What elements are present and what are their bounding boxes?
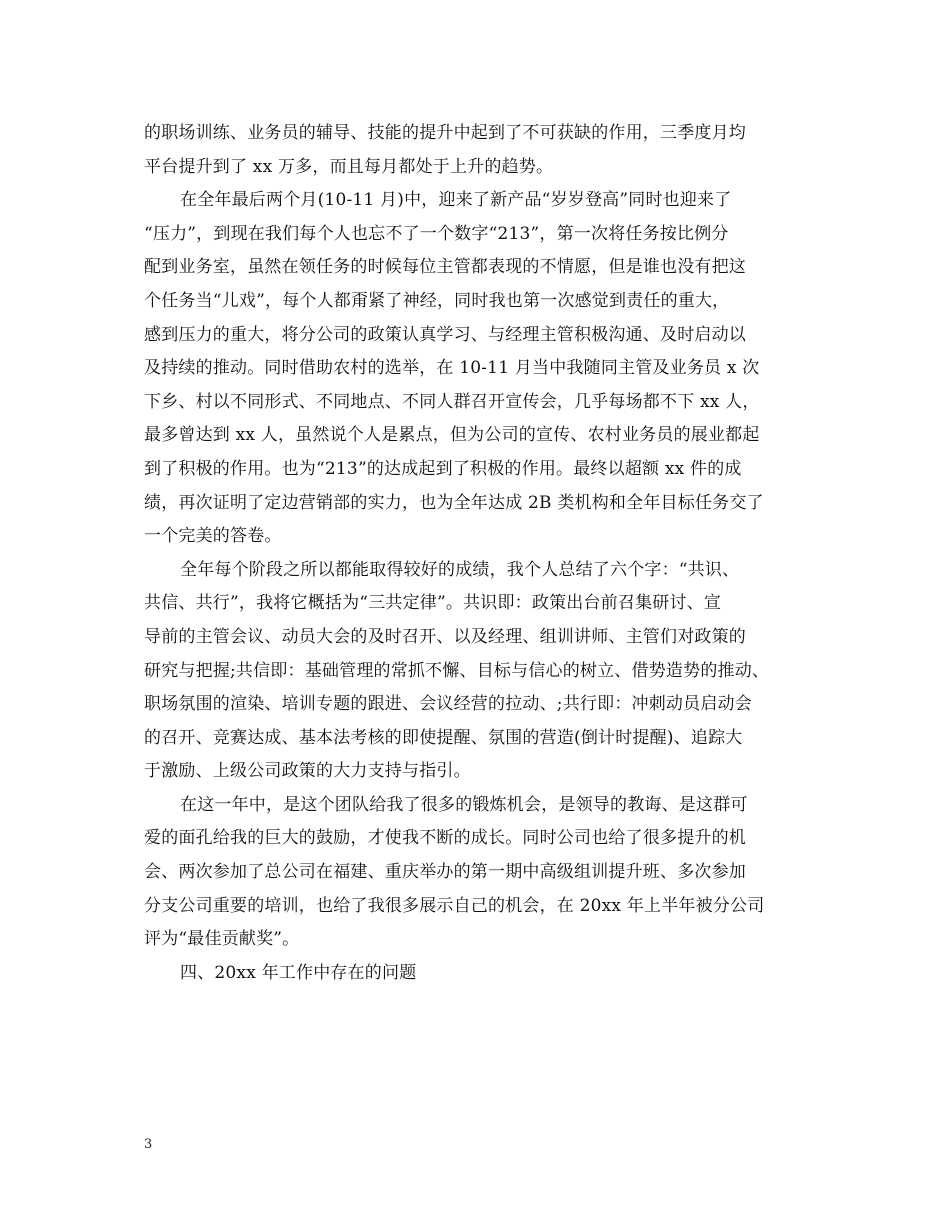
text-line: 分支公司重要的培训，也给了我很多展示自己的机会，在 20xx 年上半年被分公司 [144, 895, 765, 916]
text-line: 的召开、竞赛达成、基本法考核的即使提醒、氛围的营造(倒计时提醒)、追踪大 [144, 727, 743, 748]
text-line: 在这一年中，是这个团队给我了很多的锻炼机会，是领导的教诲、是这群可 [180, 794, 748, 815]
text-line: 评为“最佳贡献奖”。 [144, 929, 300, 950]
text-line: 全年每个阶段之所以都能取得较好的成绩，我个人总结了六个字：“共识、 [180, 559, 740, 580]
text-line: 感到压力的重大，将分公司的政策认真学习、与经理主管积极沟通、及时启动以 [144, 324, 746, 345]
text-line: “压力”，到现在我们每个人也忘不了一个数字“213”，第一次将任务按比例分 [144, 223, 729, 244]
text-line: 绩，再次证明了定边营销部的实力，也为全年达成 2B 类机构和全年目标任务交了 [144, 492, 764, 513]
text-line: 最多曾达到 xx 人，虽然说个人是累点，但为公司的宣传、农村业务员的展业都起 [144, 425, 760, 446]
body-text [144, 117, 824, 990]
text-line: 职场氛围的渲染、培训专题的跟进、会议经营的拉动、;共行即：冲刺动员启动会 [144, 694, 752, 715]
text-line: 爱的面孔给我的巨大的鼓励，才使我不断的成长。同时公司也给了很多提升的机 [144, 828, 746, 849]
page-number: 3 [144, 1137, 153, 1152]
text-line: 一个完美的答卷。 [144, 526, 282, 547]
text-line: 于激励、上级公司政策的大力支持与指引。 [144, 761, 471, 782]
text-line: 的职场训练、业务员的辅导、技能的提升中起到了不可获缺的作用，三季度月均 [144, 123, 746, 143]
text-line: 个任务当“儿戏”，每个人都甭紧了神经，同时我也第一次感觉到责任的重大， [144, 290, 730, 311]
text-line: 共信、共行”，我将它概括为“三共定律”。共识即：政策出台前召集研讨、宣 [144, 593, 722, 614]
text-line: 在全年最后两个月(10-11 月)中，迎来了新产品“岁岁登高”同时也迎来了 [180, 190, 732, 211]
text-line: 会、两次参加了总公司在福建、重庆举办的第一期中高级组训提升班、多次参加 [144, 862, 746, 883]
text-line: 配到业务室，虽然在领任务的时候每位主管都表现的不情愿，但是谁也没有把这 [144, 257, 746, 278]
text-line: 导前的主管会议、动员大会的及时召开、以及经理、组训讲师、主管们对政策的 [144, 626, 746, 647]
text-line: 及持续的推动。同时借助农村的选举，在 10-11 月当中我随同主管及业务员 x 次 [144, 358, 760, 379]
text-line: 平台提升到了 xx 万多，而且每月都处于上升的趋势。 [144, 156, 554, 177]
text-line: 四、20xx 年工作中存在的问题 [180, 962, 417, 983]
text-line: 研究与把握;共信即：基础管理的常抓不懈、目标与信心的树立、借势造势的推动、 [144, 660, 770, 681]
text-line: 下乡、村以不同形式、不同地点、不同人群召开宣传会，几乎每场都不下 xx 人， [144, 391, 760, 412]
text-line: 到了积极的作用。也为“213”的达成起到了积极的作用。最终以超额 xx 件的成 [144, 458, 742, 479]
